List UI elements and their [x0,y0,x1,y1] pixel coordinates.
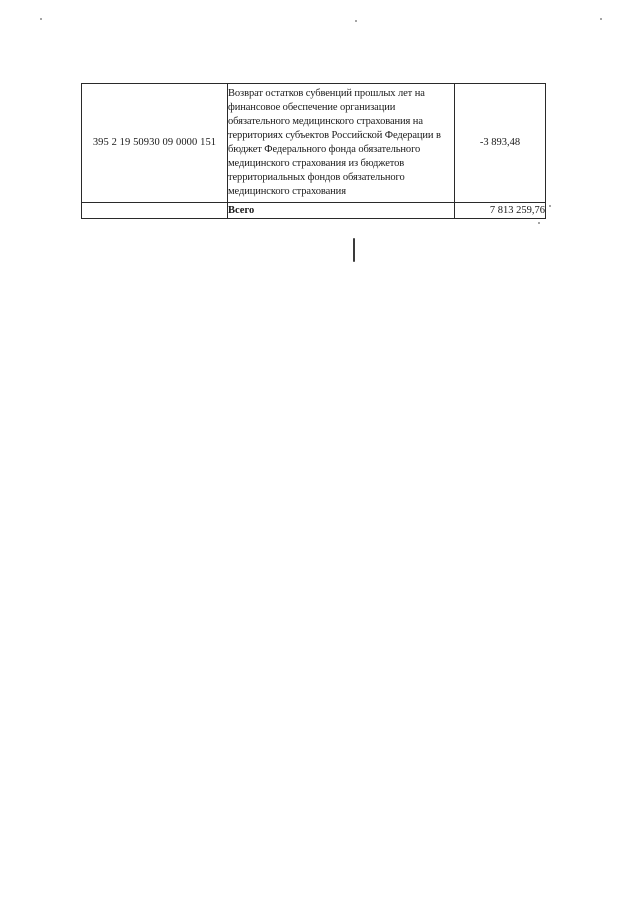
scan-speck [40,18,42,20]
description-cell: Возврат остатков субвенций прошлых лет на финансовое обеспечение организации обязательного медицинского страхования на территориях субъектов Российской Федерации в бюджет Федерального фонда обязательного медицинского страхования из бюджетов территориальных фондов обязательного медицинского страхования [228,84,455,203]
amount-cell: -3 893,48 [455,84,546,203]
empty-code-cell [82,203,228,219]
total-row [82,203,546,219]
scan-speck [549,205,551,207]
total-label: Всего [228,203,455,219]
scan-speck [538,222,540,224]
scan-mark [353,238,355,262]
budget-code-cell: 395 2 19 50930 09 0000 151 [82,84,228,203]
total-amount: 7 813 259,76 [455,203,546,219]
scan-speck [600,18,602,20]
table-row [82,84,546,203]
scan-speck [355,20,357,22]
budget-table [81,83,546,219]
